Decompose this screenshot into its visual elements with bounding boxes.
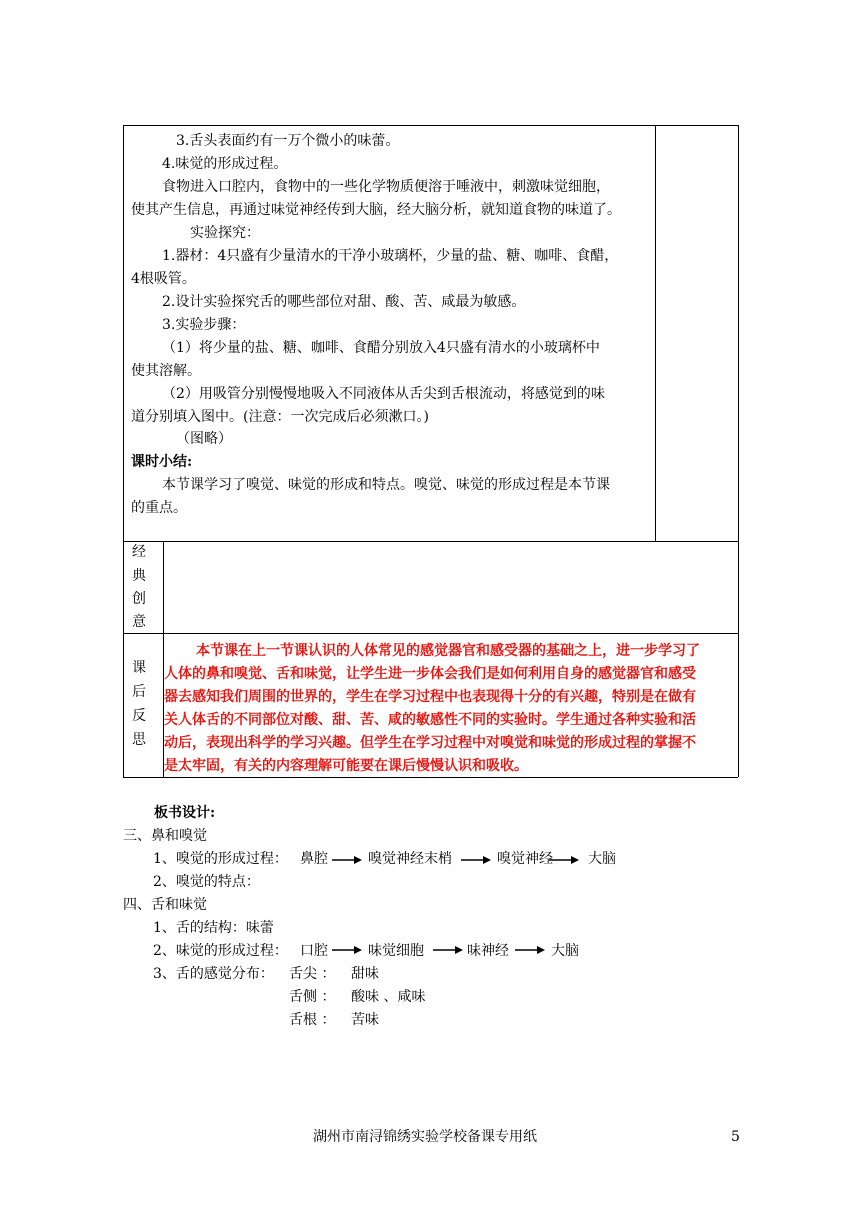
section-title: 四、舌和味觉 xyxy=(123,897,207,913)
reflection-line: 关人体舌的不同部位对酸、甜、苦、咸的敏感性不同的实验时。学生通过各种实验和活 xyxy=(164,712,696,728)
body-line: 4根吸管。 xyxy=(131,271,196,287)
taste-step: 味神经 xyxy=(467,943,509,959)
summary-line: 的重点。 xyxy=(131,500,187,516)
body-line: （2）用吸管分别慢慢地吸入不同液体从舌尖到舌根流动，将感觉到的味 xyxy=(162,386,605,402)
smell-step: 大脑 xyxy=(588,851,616,867)
body-line: 道分别填入图中。(注意：一次完成后必须漱口。) xyxy=(131,409,429,425)
table-border xyxy=(123,633,738,634)
arrow-right-icon xyxy=(461,855,491,865)
label-char: 课 xyxy=(132,660,146,676)
reflection-line: 人体的鼻和嗅觉、舌和味觉，让学生进一步体会我们是如何利用自身的感觉器官和感受 xyxy=(164,666,696,682)
arrow-right-icon xyxy=(433,945,463,955)
summary-line: 本节课学习了嗅觉、味觉的形成和特点。嗅觉、味觉的形成过程是本节课 xyxy=(162,477,610,493)
smell-step: 嗅觉神经末梢 xyxy=(368,851,452,867)
label-char: 后 xyxy=(132,684,146,700)
label-char: 意 xyxy=(132,614,146,630)
smell-process-label: 1、嗅觉的形成过程： xyxy=(153,851,288,867)
body-line: 3.舌头表面约有一万个微小的味蕾。 xyxy=(176,133,400,149)
tongue-part: 舌侧 ： xyxy=(289,989,336,1005)
table-border xyxy=(655,125,656,541)
reflection-line: 是太牢固，有关的内容理解可能要在课后慢慢认识和吸收。 xyxy=(164,758,528,774)
footer-school: 湖州市南浔锦绣实验学校备课专用纸 xyxy=(313,1129,537,1145)
table-border xyxy=(123,125,124,777)
body-line: 3.实验步骤： xyxy=(162,317,246,333)
taste-process-label: 2、味觉的形成过程： xyxy=(153,943,288,959)
arrow-right-icon xyxy=(549,855,579,865)
body-line: 1.器材：4只盛有少量清水的干净小玻璃杯，少量的盐、糖、咖啡、食醋， xyxy=(162,248,619,264)
table-border xyxy=(123,541,738,542)
body-line: 2.设计实验探究舌的哪些部位对甜、酸、苦、咸最为敏感。 xyxy=(162,294,526,310)
body-line: 食物进入口腔内，食物中的一些化学物质便溶于唾液中，刺激味觉细胞， xyxy=(162,179,610,195)
table-border xyxy=(738,125,739,777)
label-char: 反 xyxy=(132,708,146,724)
taste-step: 口腔 xyxy=(300,943,328,959)
body-line: 使其溶解。 xyxy=(131,363,201,379)
smell-features: 2、嗅觉的特点： xyxy=(153,874,260,890)
smell-step: 鼻腔 xyxy=(300,851,328,867)
body-line: 实验探究： xyxy=(190,225,260,241)
table-border xyxy=(123,777,738,778)
body-line: 4.味觉的形成过程。 xyxy=(162,156,288,172)
taste-value: 苦味 xyxy=(351,1012,379,1028)
taste-step: 味觉细胞 xyxy=(368,943,424,959)
table-border xyxy=(123,125,738,126)
body-line: （1）将少量的盐、糖、咖啡、食醋分别放入4只盛有清水的小玻璃杯中 xyxy=(162,340,600,356)
section-title: 三、鼻和嗅觉 xyxy=(123,828,207,844)
taste-map-label: 3、舌的感觉分布： xyxy=(153,966,274,982)
label-char: 思 xyxy=(132,732,146,748)
board-title: 板书设计: xyxy=(154,805,216,821)
summary-heading: 课时小结: xyxy=(131,454,193,470)
label-char: 经 xyxy=(132,544,146,560)
body-line: （图略） xyxy=(176,431,232,447)
reflection-line: 动后，表现出科学的学习兴趣。但学生在学习过程中对嗅觉和味觉的形成过程的掌握不 xyxy=(164,735,696,751)
body-line: 使其产生信息，再通过味觉神经传到大脑，经大脑分析，就知道食物的味道了。 xyxy=(131,202,621,218)
reflection-line: 本节课在上一节课认识的人体常见的感觉器官和感受器的基础之上，进一步学习了 xyxy=(196,643,700,659)
tongue-structure: 1、舌的结构：味蕾 xyxy=(153,920,274,936)
label-char: 创 xyxy=(132,591,146,607)
taste-value: 酸味 、咸味 xyxy=(351,989,426,1005)
tongue-part: 舌根 ： xyxy=(289,1012,336,1028)
arrow-right-icon xyxy=(332,945,362,955)
reflection-line: 器去感知我们周围的世界的，学生在学习过程中也表现得十分的有兴趣，特别是在做有 xyxy=(164,689,696,705)
tongue-part: 舌尖 ： xyxy=(289,966,336,982)
arrow-right-icon xyxy=(515,945,545,955)
label-char: 典 xyxy=(132,568,146,584)
arrow-right-icon xyxy=(332,855,362,865)
page-number: 5 xyxy=(731,1129,740,1145)
taste-value: 甜味 xyxy=(351,966,379,982)
smell-step: 嗅觉神经 xyxy=(497,851,553,867)
taste-step: 大脑 xyxy=(551,943,579,959)
